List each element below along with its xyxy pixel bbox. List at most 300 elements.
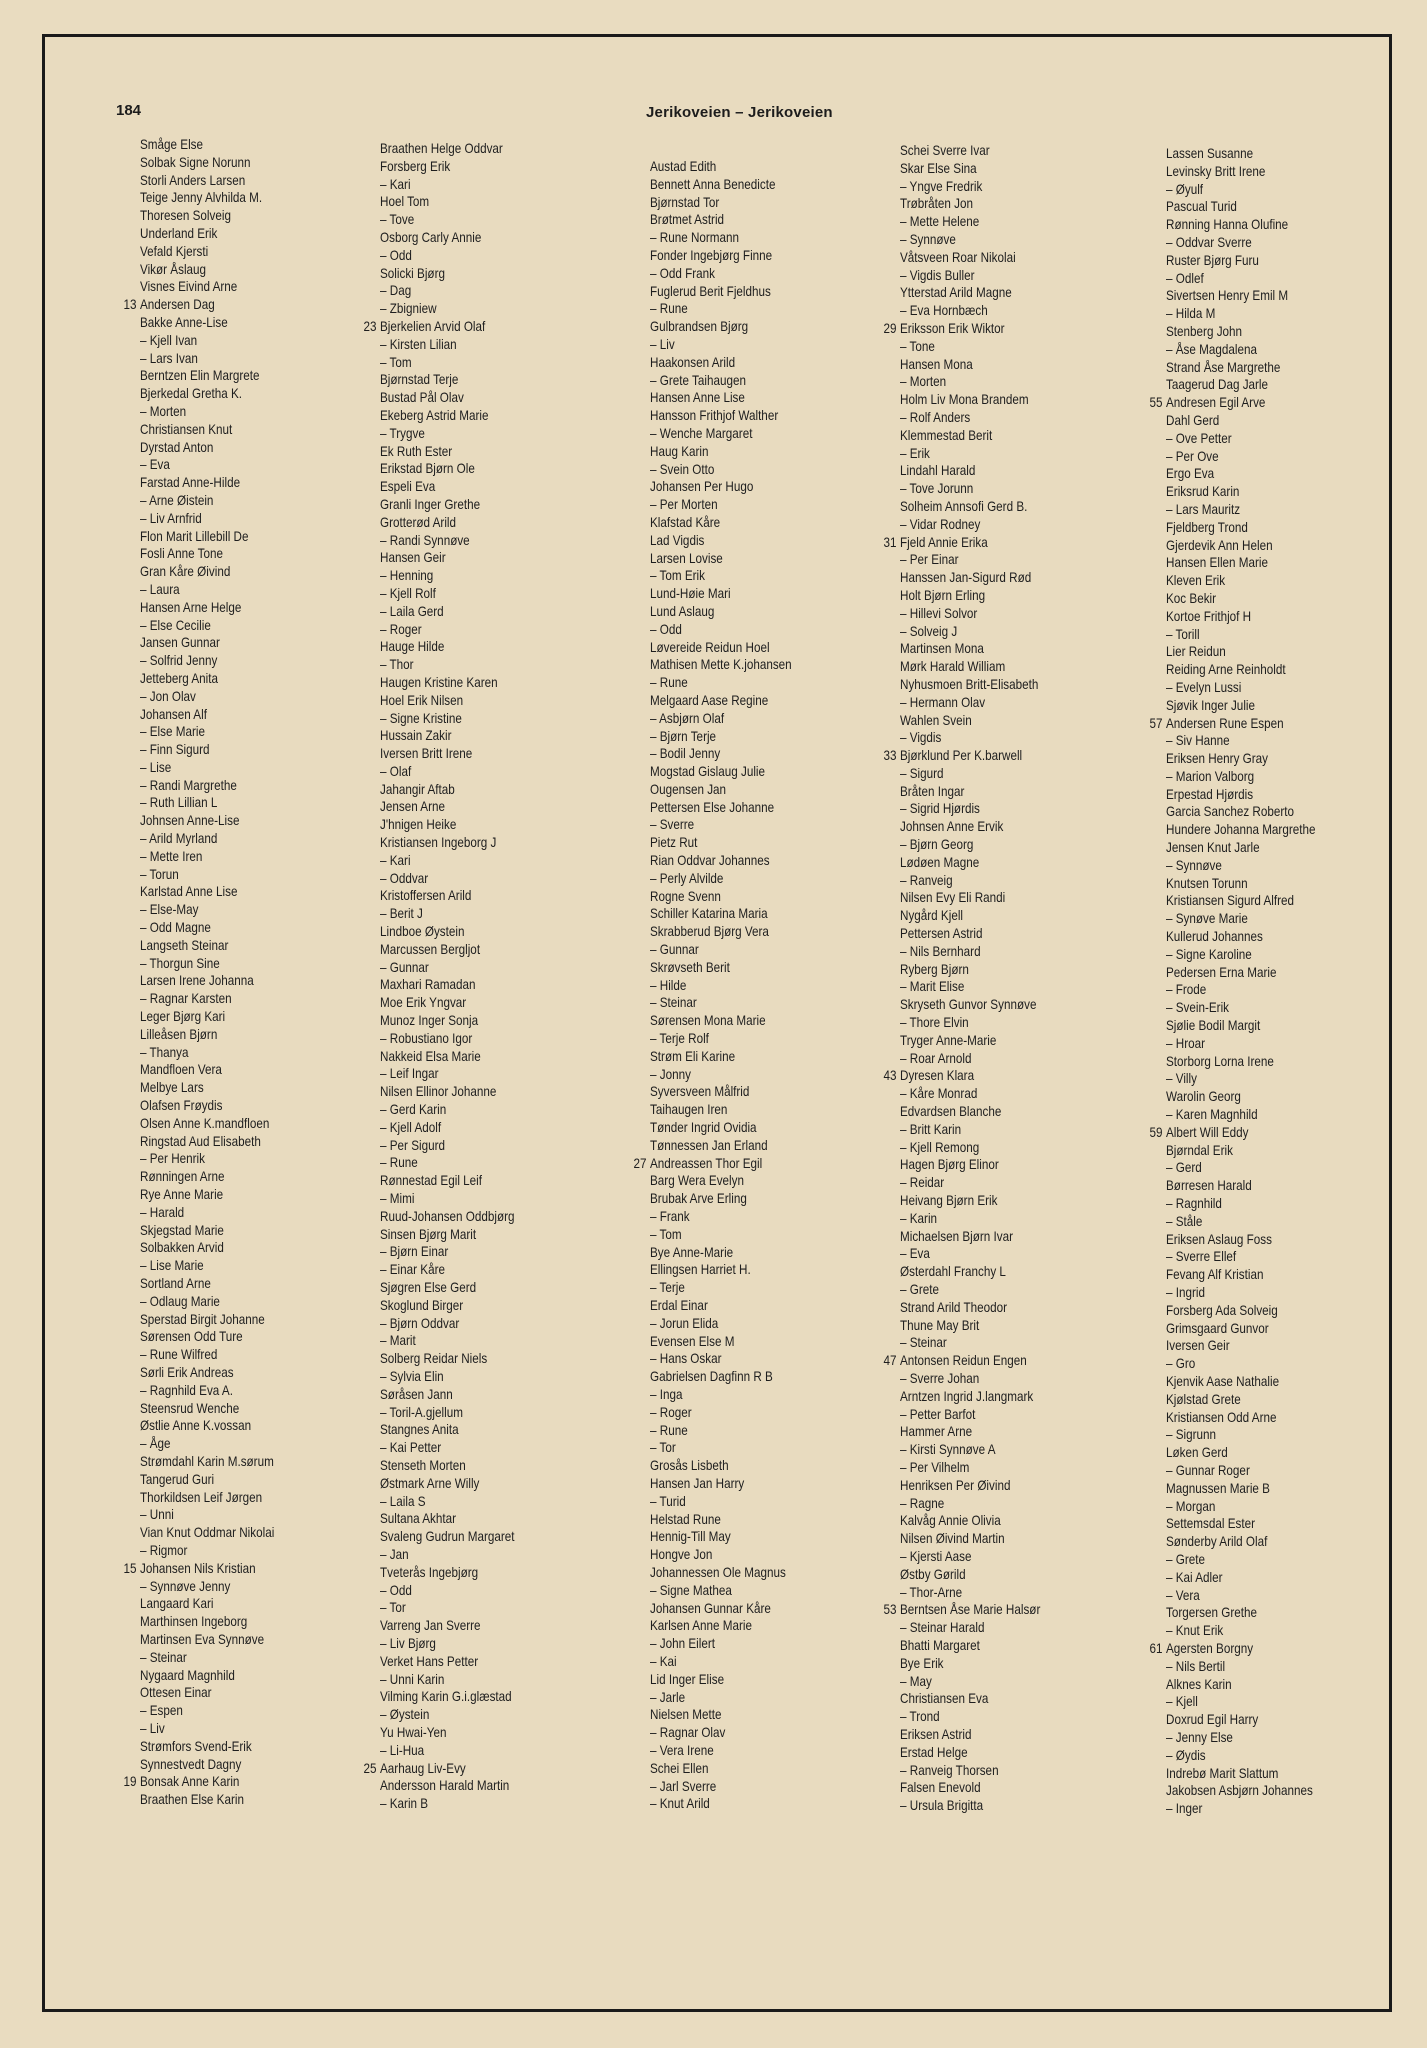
resident-name: – Einar Kåre — [380, 1262, 445, 1278]
directory-entry — [900, 1032, 1040, 1050]
resident-name: – Finn Sigurd — [140, 742, 210, 758]
resident-name: Hoel Tom — [380, 194, 430, 210]
resident-name: Sortland Arne — [140, 1276, 211, 1291]
resident-name: – Kjersti Aase — [900, 1548, 972, 1564]
resident-name: Hundere Johanna Margrethe — [1166, 822, 1316, 838]
resident-name: – Liv Bjørg — [380, 1635, 436, 1651]
resident-name: Yu Hwai-Yen — [380, 1724, 447, 1740]
directory-entry — [900, 231, 1040, 249]
resident-name: – Synnøve — [1166, 857, 1222, 873]
directory-entry — [900, 516, 1040, 534]
directory-entry — [380, 656, 515, 674]
directory-entry — [1166, 1284, 1315, 1302]
resident-name: – Eva — [900, 1246, 930, 1262]
directory-entry — [140, 332, 274, 350]
resident-name: Moe Erik Yngvar — [380, 995, 467, 1011]
resident-name: – Svein Otto — [650, 461, 715, 477]
directory-entry — [1166, 234, 1315, 252]
resident-name: – Kjell Ivan — [140, 332, 198, 348]
resident-name: – John Eilert — [650, 1636, 715, 1652]
directory-entry — [380, 1404, 515, 1422]
directory-entry — [140, 1222, 274, 1240]
directory-entry — [140, 1489, 274, 1507]
resident-name: Larsen Irene Johanna — [140, 973, 254, 989]
resident-name: Lassen Susanne — [1166, 146, 1254, 161]
resident-name: Bakke Anne-Lise — [140, 314, 228, 330]
resident-name: – Terje Rolf — [650, 1031, 709, 1047]
resident-name: Løken Gerd — [1166, 1445, 1228, 1461]
directory-entry — [900, 356, 1040, 374]
resident-name: – Unni — [140, 1507, 174, 1523]
resident-name: – Lise Marie — [140, 1258, 204, 1274]
resident-name: – Kjell — [1166, 1694, 1198, 1710]
directory-entry — [650, 1635, 792, 1653]
directory-entry — [140, 955, 274, 973]
resident-name: – Marion Valborg — [1166, 768, 1255, 784]
directory-entry — [900, 996, 1040, 1014]
resident-name: – Asbjørn Olaf — [650, 710, 725, 726]
directory-entry — [380, 1475, 515, 1493]
resident-name: – Ståle — [1166, 1213, 1203, 1229]
directory-entry — [900, 925, 1040, 943]
directory-entry — [380, 1190, 515, 1208]
directory-entry — [380, 923, 515, 941]
directory-entry — [380, 1599, 515, 1617]
resident-name: – Kai Adler — [1166, 1569, 1223, 1585]
resident-name: Ottesen Einar — [140, 1685, 212, 1701]
resident-name: – Jonny — [650, 1066, 691, 1082]
resident-name: Nyhusmoen Britt-Elisabeth — [900, 676, 1039, 692]
directory-entry — [140, 1346, 274, 1364]
resident-name: Østerdahl Franchy L — [900, 1264, 1006, 1280]
resident-name: Fosli Anne Tone — [140, 546, 223, 562]
resident-name: – Gunnar — [380, 959, 429, 975]
resident-name: Pascual Turid — [1166, 199, 1237, 215]
directory-entry — [140, 350, 274, 368]
resident-name: Haugen Kristine Karen — [380, 674, 498, 690]
directory-entry — [140, 136, 274, 154]
resident-name: Johansen Alf — [140, 706, 207, 722]
resident-name: Strand Åse Margrethe — [1166, 359, 1281, 375]
directory-entry — [633, 1155, 792, 1173]
resident-name: Strøm Eli Karine — [650, 1048, 736, 1064]
directory-entry — [380, 1457, 515, 1475]
directory-entry — [650, 478, 792, 496]
directory-entry — [1166, 1569, 1315, 1587]
directory-entry — [1166, 981, 1315, 999]
resident-name: Leger Bjørg Kari — [140, 1009, 226, 1025]
resident-name: – Lise — [140, 759, 172, 775]
resident-name: Gabrielsen Dagfinn R B — [650, 1369, 773, 1385]
resident-name: – Rolf Anders — [900, 409, 971, 425]
resident-name: Garcia Sanchez Roberto — [1166, 804, 1295, 820]
resident-name: – Laura — [140, 581, 180, 597]
resident-name: Kristoffersen Arild — [380, 888, 472, 904]
directory-entry — [380, 852, 515, 870]
directory-entry — [650, 710, 792, 728]
directory-entry — [1166, 821, 1315, 839]
house-number: 23 — [363, 318, 377, 334]
directory-entry — [900, 213, 1040, 231]
resident-name: – Hilde — [650, 977, 687, 993]
directory-entry — [1166, 1533, 1315, 1551]
resident-name: – Rune — [650, 675, 688, 691]
directory-entry — [1166, 1480, 1315, 1498]
directory-entry — [140, 1311, 274, 1329]
directory-entry — [1166, 1711, 1315, 1729]
resident-name: Vefald Kjersti — [140, 243, 209, 259]
directory-entry — [380, 763, 515, 781]
resident-name: Sønderby Arild Olaf — [1166, 1534, 1268, 1550]
resident-name: Johnsen Anne Ervik — [900, 819, 1004, 835]
resident-name: Bjørklund Per K.barwell — [900, 748, 1023, 764]
directory-entry — [650, 1706, 792, 1724]
directory-entry — [380, 941, 515, 959]
resident-name: Rønning Hanna Olufine — [1166, 217, 1289, 233]
directory-entry — [650, 1386, 792, 1404]
directory-entry — [1166, 1213, 1315, 1231]
resident-name: – Hilda M — [1166, 306, 1216, 322]
resident-name: Vilming Karin G.i.glæstad — [380, 1689, 512, 1705]
resident-name: Skryseth Gunvor Synnøve — [900, 997, 1037, 1013]
directory-entry — [900, 712, 1040, 730]
resident-name: Olafsen Frøydis — [140, 1098, 223, 1114]
resident-name: Christiansen Knut — [140, 421, 233, 437]
resident-name: – Hermann Olav — [900, 694, 986, 710]
resident-name: Melbye Lars — [140, 1080, 204, 1096]
resident-name: Iversen Geir — [1166, 1338, 1230, 1354]
directory-entry — [650, 229, 792, 247]
house-number: 43 — [883, 1068, 897, 1084]
directory-entry — [650, 1244, 792, 1262]
resident-name: Andersen Rune Espen — [1166, 715, 1284, 731]
directory-entry — [380, 1315, 515, 1333]
house-number: 57 — [1149, 715, 1163, 731]
directory-entry — [380, 798, 515, 816]
house-number: 55 — [1149, 395, 1163, 411]
resident-name: Hauge Hilde — [380, 639, 445, 655]
directory-entry — [900, 1708, 1040, 1726]
resident-name: Schiller Katarina Maria — [650, 906, 768, 922]
directory-entry — [140, 1364, 274, 1382]
resident-name: Lødøen Magne — [900, 854, 980, 870]
directory-entry — [380, 1065, 515, 1083]
directory-entry — [380, 1243, 515, 1261]
directory-entry — [900, 445, 1040, 463]
directory-entry — [140, 367, 274, 385]
resident-name: Settemsdal Ester — [1166, 1516, 1256, 1532]
directory-entry — [900, 1210, 1040, 1228]
directory-entry — [140, 901, 274, 919]
resident-name: Barg Wera Evelyn — [650, 1173, 745, 1189]
resident-name: Granli Inger Grethe — [380, 496, 481, 512]
directory-entry — [363, 318, 515, 336]
resident-name: – Lars Mauritz — [1166, 501, 1241, 517]
resident-name: – Jenny Else — [1166, 1729, 1233, 1745]
directory-entry — [1166, 1142, 1315, 1160]
directory-entry — [900, 943, 1040, 961]
directory-entry — [380, 1510, 515, 1528]
resident-name: – Svein-Erik — [1166, 1000, 1230, 1016]
resident-name: Koc Bekir — [1166, 590, 1217, 606]
directory-entry — [900, 1050, 1040, 1068]
directory-entry — [140, 830, 274, 848]
directory-entry — [650, 852, 792, 870]
directory-entry — [650, 1404, 792, 1422]
directory-column-4 — [883, 142, 1041, 1815]
resident-name: – Signe Kristine — [380, 710, 462, 726]
resident-name: – Tom Erik — [650, 568, 706, 584]
directory-entry — [380, 1724, 515, 1742]
resident-name: Pietz Rut — [650, 835, 698, 851]
directory-entry — [380, 905, 515, 923]
resident-name: – Kai Petter — [380, 1440, 442, 1456]
resident-name: Mandfloen Vera — [140, 1062, 222, 1078]
directory-entry — [900, 1406, 1040, 1424]
directory-entry — [140, 1079, 274, 1097]
resident-name: – Morgan — [1166, 1498, 1216, 1514]
resident-name: Gran Kåre Øivind — [140, 564, 231, 580]
resident-name: – Torun — [140, 866, 179, 882]
resident-name: Farstad Anne-Hilde — [140, 475, 241, 491]
resident-name: Andresen Egil Arve — [1166, 395, 1266, 411]
resident-name: – Hroar — [1166, 1035, 1205, 1051]
resident-name: – Arne Øistein — [140, 492, 214, 508]
resident-name: Antonsen Reidun Engen — [900, 1353, 1027, 1369]
directory-entry — [380, 443, 515, 461]
resident-name: Hansen Mona — [900, 356, 973, 372]
resident-name: Kjølstad Grete — [1166, 1391, 1241, 1407]
directory-entry — [650, 1724, 792, 1742]
resident-name: Jansen Gunnar — [140, 635, 220, 651]
resident-name: Småge Else — [140, 137, 204, 152]
resident-name: Skjegstad Marie — [140, 1222, 224, 1238]
resident-name: Schei Ellen — [650, 1760, 709, 1776]
page-title: Jerikoveien – Jerikoveien — [646, 104, 833, 121]
directory-entry — [380, 781, 515, 799]
resident-name: – Vera Irene — [650, 1742, 714, 1758]
directory-entry — [380, 870, 515, 888]
resident-name: – Signe Mathea — [650, 1582, 732, 1598]
directory-entry — [140, 634, 274, 652]
resident-name: – Knut Erik — [1166, 1623, 1224, 1639]
directory-entry — [650, 354, 792, 372]
resident-name: – Toril-A.gjellum — [380, 1404, 463, 1420]
directory-entry — [650, 389, 792, 407]
resident-name: – Rune Normann — [650, 230, 740, 246]
directory-entry — [380, 1742, 515, 1760]
directory-entry — [650, 176, 792, 194]
directory-entry — [380, 834, 515, 852]
directory-entry — [380, 959, 515, 977]
directory-entry — [650, 834, 792, 852]
directory-entry — [380, 1279, 515, 1297]
directory-entry — [1166, 1444, 1315, 1462]
directory-entry — [380, 621, 515, 639]
directory-entry — [900, 605, 1040, 623]
resident-name: Hansen Jan Harry — [650, 1475, 745, 1491]
resident-name: Bye Erik — [900, 1655, 944, 1671]
directory-entry — [1166, 697, 1315, 715]
directory-entry — [900, 1477, 1040, 1495]
directory-entry — [140, 1791, 274, 1809]
resident-name: Ruster Bjørg Furu — [1166, 252, 1259, 268]
resident-name: Hansen Anne Lise — [650, 390, 745, 406]
resident-name: Hansen Geir — [380, 550, 446, 566]
directory-entry — [380, 727, 515, 745]
directory-entry — [650, 443, 792, 461]
resident-name: Johansen Gunnar Kåre — [650, 1600, 771, 1616]
directory-entry — [380, 1439, 515, 1457]
resident-name: Bjørndal Erik — [1166, 1142, 1233, 1158]
directory-entry — [650, 585, 792, 603]
directory-entry — [883, 1601, 1041, 1619]
directory-entry — [650, 532, 792, 550]
house-number: 25 — [363, 1760, 377, 1776]
directory-entry — [650, 1546, 792, 1564]
directory-entry — [900, 1139, 1040, 1157]
resident-name: Ek Ruth Ester — [380, 443, 453, 459]
directory-entry — [140, 581, 274, 599]
directory-entry — [1166, 1782, 1315, 1800]
resident-name: Torgersen Grethe — [1166, 1605, 1257, 1621]
resident-name: Hennig-Till May — [650, 1529, 731, 1545]
directory-entry — [650, 1066, 792, 1084]
resident-name: Vikør Åslaug — [140, 261, 207, 277]
resident-name: – Jorun Elida — [650, 1315, 719, 1331]
resident-name: Hansson Frithjof Walther — [650, 408, 779, 424]
resident-name: Lad Vigdis — [650, 532, 705, 548]
directory-entry — [1166, 679, 1315, 697]
directory-entry — [900, 1334, 1040, 1352]
resident-name: Haug Karin — [650, 443, 709, 459]
resident-name: – Ranveig Thorsen — [900, 1762, 999, 1778]
resident-name: Våtsveen Roar Nikolai — [900, 249, 1016, 265]
directory-entry — [900, 1530, 1040, 1548]
directory-entry — [380, 532, 515, 550]
directory-entry — [900, 658, 1040, 676]
directory-entry — [900, 676, 1040, 694]
resident-name: – May — [900, 1673, 932, 1689]
resident-name: – Per Henrik — [140, 1151, 205, 1167]
directory-entry — [140, 1684, 274, 1702]
resident-name: – Randi Synnøve — [380, 532, 470, 548]
directory-entry — [1166, 554, 1315, 572]
directory-entry — [380, 1332, 515, 1350]
resident-name: – Kåre Monrad — [900, 1086, 978, 1102]
directory-column-1 — [123, 136, 275, 1809]
resident-name: – Tove — [380, 212, 415, 228]
resident-name: – Steinar — [900, 1335, 947, 1351]
directory-entry — [140, 207, 274, 225]
resident-name: – Åge — [140, 1436, 171, 1452]
directory-entry — [1166, 1551, 1315, 1569]
directory-entry — [140, 528, 274, 546]
resident-name: – Laila Gerd — [380, 603, 444, 619]
directory-entry — [1166, 732, 1315, 750]
directory-entry — [380, 1528, 515, 1546]
directory-entry — [900, 427, 1040, 445]
resident-name: Larsen Lovise — [650, 550, 723, 566]
resident-name: – Thor-Arne — [900, 1584, 963, 1600]
directory-entry — [650, 781, 792, 799]
directory-entry — [1166, 910, 1315, 928]
resident-name: Ellingsen Harriet H. — [650, 1262, 751, 1278]
directory-entry — [1149, 1640, 1315, 1658]
resident-name: Rogne Svenn — [650, 888, 721, 904]
directory-entry — [380, 460, 515, 478]
directory-entry — [900, 1228, 1040, 1246]
resident-name: – Inga — [650, 1386, 683, 1402]
resident-name: – Hans Oskar — [650, 1351, 722, 1367]
resident-name: Iversen Britt Irene — [380, 746, 473, 762]
resident-name: Ringstad Aud Elisabeth — [140, 1133, 261, 1149]
directory-entry — [900, 1370, 1040, 1388]
house-number: 61 — [1149, 1640, 1163, 1656]
directory-entry — [1166, 341, 1315, 359]
directory-entry — [650, 283, 792, 301]
directory-entry — [140, 1257, 274, 1275]
directory-entry — [650, 1350, 792, 1368]
directory-entry — [1166, 163, 1315, 181]
resident-name: Agersten Borgny — [1166, 1640, 1254, 1656]
directory-entry — [1166, 287, 1315, 305]
resident-name: Rian Oddvar Johannes — [650, 853, 770, 869]
directory-entry — [140, 1613, 274, 1631]
directory-entry — [1166, 1088, 1315, 1106]
resident-name: – Synøve Marie — [1166, 911, 1248, 927]
resident-name: – Thorgun Sine — [140, 955, 220, 971]
resident-name: Verket Hans Petter — [380, 1653, 479, 1669]
directory-entry — [1149, 715, 1315, 733]
resident-name: Nilsen Evy Eli Randi — [900, 890, 1006, 906]
resident-name: – Jon Olav — [140, 688, 196, 704]
resident-name: Warolin Georg — [1166, 1089, 1241, 1105]
resident-name: Sørli Erik Andreas — [140, 1364, 234, 1380]
directory-entry — [900, 1655, 1040, 1673]
directory-entry — [900, 1548, 1040, 1566]
resident-name: Bhatti Margaret — [900, 1637, 980, 1653]
directory-entry — [1166, 519, 1315, 537]
resident-name: – Oddvar — [380, 870, 429, 886]
directory-entry — [1166, 270, 1315, 288]
resident-name: – Synnøve Jenny — [140, 1578, 231, 1594]
directory-entry — [650, 1582, 792, 1600]
directory-entry — [900, 1317, 1040, 1335]
directory-entry — [1149, 394, 1315, 412]
resident-name: Tangerud Guri — [140, 1471, 215, 1487]
resident-name: – Else-May — [140, 902, 199, 918]
resident-name: – Liv — [140, 1720, 165, 1736]
resident-name: Synnestvedt Dagny — [140, 1756, 242, 1772]
resident-name: – Solveig J — [900, 623, 958, 639]
resident-name: – Vidar Rodney — [900, 516, 981, 532]
directory-entry — [380, 282, 515, 300]
resident-name: Nakkeid Elsa Marie — [380, 1048, 481, 1064]
resident-name: – Marit Elise — [900, 979, 965, 995]
directory-entry — [650, 194, 792, 212]
resident-name: Stangnes Anita — [380, 1422, 459, 1438]
directory-entry — [1166, 1587, 1315, 1605]
resident-name: Kristiansen Odd Arne — [1166, 1409, 1277, 1425]
resident-name: – Marit — [380, 1333, 416, 1349]
directory-entry — [650, 1261, 792, 1279]
resident-name: – Sigurd — [900, 765, 944, 781]
resident-name: – Tor — [650, 1440, 676, 1456]
directory-entry — [650, 1137, 792, 1155]
directory-entry — [380, 1350, 515, 1368]
resident-name: – Mimi — [380, 1191, 415, 1207]
